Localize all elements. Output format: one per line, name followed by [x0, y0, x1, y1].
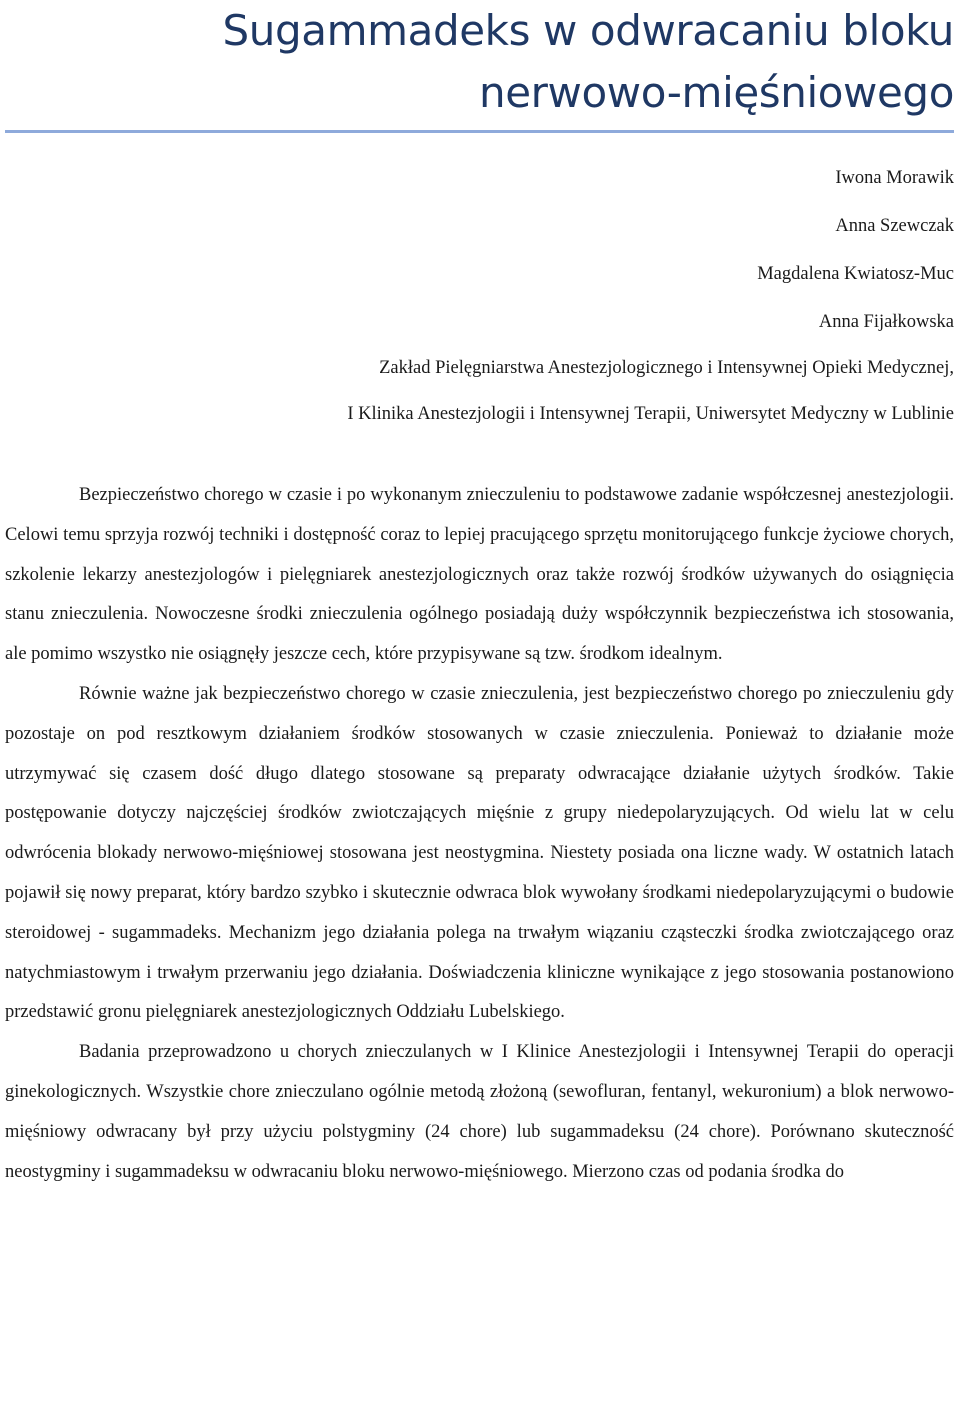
body-paragraph-2: Równie ważne jak bezpieczeństwo chorego w czasie znieczulenia, jest bezpieczeństwo chorego po znieczuleniu gdy pozostaje on pod resztkowym działaniem środków stosowanych w czasie znieczulenia. Ponieważ to działanie może utrzymywać się czasem dość długo dlatego stosowane są preparaty odwracające działanie użytych środków. Takie postępowanie dotyczy najczęściej środków zwiotczających mięśnie z grupy niedepolaryzujących. Od wielu lat w celu odwrócenia blokady nerwowo-mięśniowej stosowana jest neostygmina. Niestety posiada ona liczne wady. W ostatnich latach pojawił się nowy preparat, który bardzo szybko i skutecznie odwraca blok wywołany środkami niedepolaryzującymi o budowie steroidowej - sugammadeks. Mechanizm jego działania polega na trwałym wiązaniu cząsteczki środka zwiotczającego oraz natychmiastowym i trwałym przerwaniu jego działania. Doświadczenia kliniczne wynikające z jego stosowania postanowiono przedstawić gronu pielęgniarek anestezjologicznych Oddziału Lubelskiego.	[5, 683, 954, 1023]
author-name: Anna Szewczak	[835, 216, 954, 236]
author-list	[5, 166, 954, 334]
affiliation	[5, 356, 954, 426]
affiliation-line-2: I Klinika Anestezjologii i Intensywnej Terapii, Uniwersytet Medyczny w Lublinie	[347, 404, 954, 424]
title-line-2: nerwowo-mięśniowego	[479, 68, 954, 117]
body-paragraph-1: Bezpieczeństwo chorego w czasie i po wykonanym znieczuleniu to podstawowe zadanie współczesnej anestezjologii. Celowi temu sprzyja rozwój techniki i dostępność coraz to lepiej pracującego sprzętu monitorującego funkcje życiowe chorych, szkolenie lekarzy anestezjologów i pielęgniarek anestezjologicznych oraz także rozwój środków używanych do osiągnięcia stanu znieczulenia. Nowoczesne środki znieczulenia ogólnego posiadają duży współczynnik bezpieczeństwa ich stosowania, ale pomimo wszystko nie osiągnęły jeszcze cech, które przypisywane są tzw. środkom idealnym.	[5, 485, 954, 665]
document-title	[5, 0, 954, 133]
document-body	[5, 476, 954, 1192]
author-name: Iwona Morawik	[835, 168, 954, 188]
author-name: Magdalena Kwiatosz-Muc	[757, 264, 954, 284]
affiliation-line-1: Zakład Pielęgniarstwa Anestezjologicznego i Intensywnej Opieki Medycznej,	[379, 358, 954, 378]
body-paragraph-3: Badania przeprowadzono u chorych znieczulanych w I Klinice Anestezjologii i Intensywnej Terapii do operacji ginekologicznych. Wszystkie chore znieczulano ogólnie metodą złożoną (sewofluran, fentanyl, wekuronium) a blok nerwowo-mięśniowy odwracany był przy użyciu polstygminy (24 chore) lub sugammadeksu (24 chore). Porównano skuteczność neostygminy i sugammadeksu w odwracaniu bloku nerwowo-mięśniowego. Mierzono czas od podania środka do	[5, 1042, 954, 1182]
author-name: Anna Fijałkowska	[818, 312, 954, 332]
title-line-1: Sugammadeks w odwracaniu bloku	[222, 6, 954, 55]
